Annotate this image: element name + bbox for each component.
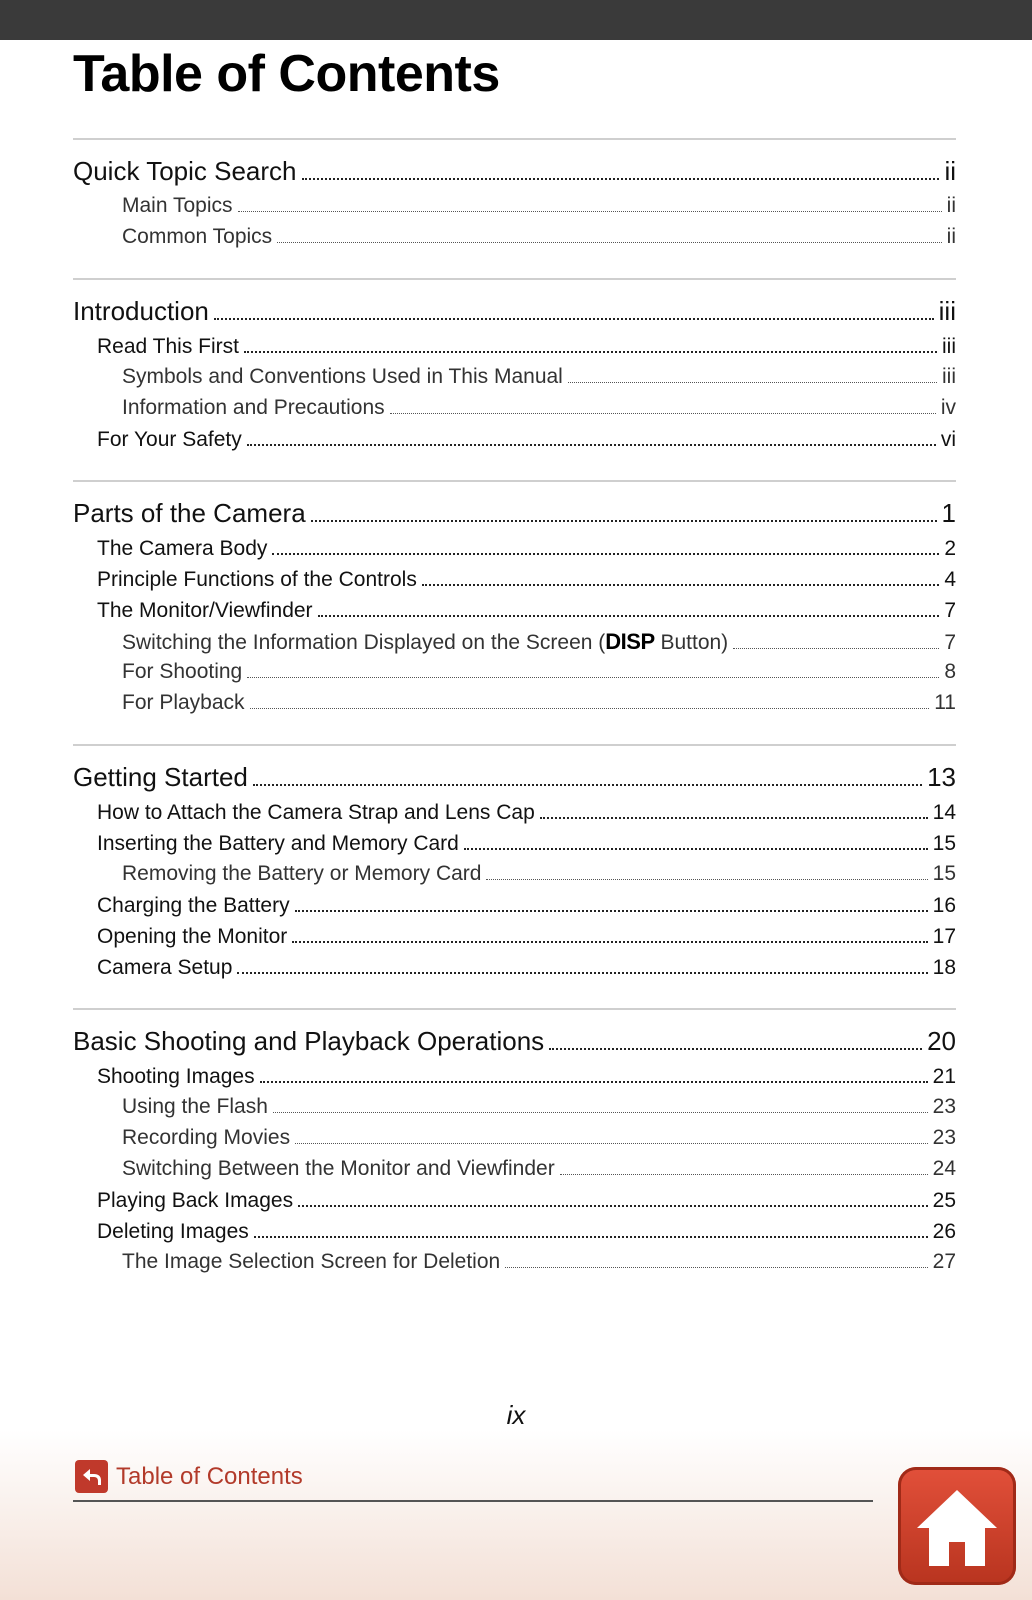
- dot-leader: [295, 1126, 928, 1144]
- toc-entry-text: Removing the Battery or Memory Card: [122, 862, 482, 885]
- toc-entry-text: The Monitor/Viewfinder: [97, 598, 313, 622]
- toc-entry-title: [97, 1065, 255, 1089]
- dot-leader: [505, 1250, 927, 1268]
- toc-section-entry[interactable]: [73, 1064, 956, 1095]
- toc-entry-page: 18: [932, 955, 956, 979]
- toc-chapter-entry[interactable]: [73, 148, 956, 194]
- dot-leader: [277, 225, 941, 243]
- home-button[interactable]: [898, 1467, 1016, 1585]
- toc-section: [73, 744, 956, 1000]
- toc-section-entry[interactable]: [73, 334, 956, 365]
- toc-section-entry[interactable]: [73, 536, 956, 567]
- toc-entry-title: [97, 537, 267, 561]
- toc-entry-page: 11: [934, 691, 956, 714]
- toc-entry-page: 14: [932, 800, 956, 824]
- dot-leader: [260, 1064, 928, 1083]
- dot-leader: [237, 955, 927, 974]
- toc-entry-text: Symbols and Conventions Used in This Manual: [122, 365, 563, 388]
- toc-entry-title: [97, 599, 313, 623]
- dot-leader: [486, 862, 927, 880]
- toc-entry-page: 8: [944, 660, 956, 683]
- toc-entry-title: [97, 428, 242, 452]
- toc-section: [73, 480, 956, 736]
- toc-entry-text: Recording Movies: [122, 1126, 291, 1149]
- toc-entry-text: Principle Functions of the Controls: [97, 567, 417, 591]
- toc-entry-page: 15: [932, 862, 956, 885]
- toc-entry-page: iv: [940, 396, 956, 419]
- toc-entry-page: 24: [932, 1157, 956, 1180]
- toc-section: [73, 278, 956, 472]
- toc-entry-page: iii: [942, 334, 956, 358]
- dot-leader: [244, 334, 937, 353]
- toc-entry-text: Inserting the Battery and Memory Card: [97, 831, 459, 855]
- toc-entry-title: [97, 568, 417, 592]
- toc-entry-page: 21: [932, 1064, 956, 1088]
- toc-section-entry[interactable]: [73, 1188, 956, 1219]
- toc-entry-title: [122, 396, 385, 420]
- toc-entry-page: 25: [932, 1188, 956, 1212]
- toc-entry-text: For Your Safety: [97, 427, 242, 451]
- toc-subsection-entry[interactable]: [73, 691, 956, 722]
- toc-section: [73, 1008, 956, 1295]
- back-to-toc-label: Table of Contents: [116, 1462, 303, 1490]
- toc-chapter-entry[interactable]: [73, 288, 956, 334]
- toc-entry-text-after: Button): [654, 631, 729, 654]
- dot-leader: [422, 567, 939, 586]
- toc-subsection-entry[interactable]: [73, 1126, 956, 1157]
- toc-entry-page: 27: [932, 1250, 956, 1273]
- toc-entry-title: [122, 629, 728, 655]
- toc-entry-title: [122, 1157, 555, 1181]
- toc-subsection-entry[interactable]: [73, 862, 956, 893]
- toc-subsection-entry[interactable]: [73, 1157, 956, 1188]
- toc-entry-text: The Camera Body: [97, 536, 268, 560]
- toc-entry-title: [97, 1220, 249, 1244]
- toc-entry-title: [97, 956, 232, 980]
- toc-entry-text: Deleting Images: [97, 1219, 249, 1243]
- toc-entry-text: Information and Precautions: [122, 396, 385, 419]
- home-icon: [911, 1480, 1003, 1572]
- toc-section-entry[interactable]: [73, 893, 956, 924]
- toc-chapter-entry[interactable]: [73, 754, 956, 800]
- toc-entry-text: Parts of the Camera: [73, 498, 306, 528]
- toc-entry-page: 4: [944, 567, 956, 591]
- toc-subsection-entry[interactable]: [73, 1095, 956, 1126]
- toc-entry-text: Charging the Battery: [97, 893, 290, 917]
- toc-entry-page: 17: [932, 924, 956, 948]
- toc-entry-page: 23: [932, 1126, 956, 1149]
- toc-entry-title: [73, 498, 306, 529]
- toc-subsection-entry[interactable]: [73, 194, 956, 225]
- toc-entry-title: [122, 225, 272, 249]
- toc-entry-text: Using the Flash: [122, 1095, 268, 1118]
- back-to-toc-link[interactable]: [75, 1460, 303, 1493]
- toc-section-entry[interactable]: [73, 924, 956, 955]
- toc-chapter-entry[interactable]: [73, 490, 956, 536]
- page-title: Table of Contents: [73, 45, 500, 103]
- toc-entry-title: [122, 660, 242, 684]
- dot-leader: [295, 893, 928, 912]
- toc-subsection-entry[interactable]: [73, 660, 956, 691]
- dot-leader: [273, 1095, 928, 1113]
- dot-leader: [272, 536, 939, 555]
- dot-leader: [298, 1188, 928, 1207]
- toc-entry-text: Basic Shooting and Playback Operations: [73, 1026, 545, 1056]
- dot-leader: [254, 1219, 928, 1238]
- toc-entry-title: [122, 1095, 268, 1119]
- dot-leader: [549, 1027, 922, 1050]
- toc-entry-page: 20: [927, 1026, 956, 1056]
- top-bar: [0, 0, 1032, 40]
- toc-entry-text: The Image Selection Screen for Deletion: [122, 1250, 501, 1273]
- return-arrow-icon: [75, 1460, 108, 1493]
- toc-entry-text: Switching the Information Displayed on the Screen (: [122, 631, 606, 654]
- toc-section-entry[interactable]: [73, 427, 956, 458]
- table-of-contents: [73, 138, 956, 1295]
- toc-entry-text: Shooting Images: [97, 1064, 255, 1088]
- toc-entry-page: 13: [927, 762, 956, 792]
- dot-leader: [390, 396, 936, 414]
- toc-entry-title: [97, 1189, 293, 1213]
- toc-entry-page: ii: [946, 225, 956, 248]
- toc-entry-page: 1: [941, 498, 956, 528]
- toc-entry-text: How to Attach the Camera Strap and Lens Cap: [97, 800, 535, 824]
- toc-entry-page: 7: [944, 598, 956, 622]
- toc-entry-page: ii: [944, 156, 956, 186]
- toc-section-entry[interactable]: [73, 831, 956, 862]
- toc-entry-text: Playing Back Images: [97, 1188, 294, 1212]
- toc-subsection-entry[interactable]: [73, 225, 956, 256]
- toc-chapter-entry[interactable]: [73, 1018, 956, 1064]
- dot-leader: [733, 631, 939, 649]
- toc-entry-title: [97, 894, 290, 918]
- toc-entry-text: Read This First: [97, 334, 239, 358]
- toc-entry-text: Main Topics: [122, 194, 233, 217]
- toc-entry-text: For Shooting: [122, 660, 243, 683]
- toc-entry-title: [122, 862, 481, 886]
- toc-entry-title: [97, 801, 535, 825]
- toc-entry-title: [97, 925, 287, 949]
- dot-leader: [253, 763, 922, 786]
- toc-section-entry[interactable]: [73, 598, 956, 629]
- toc-entry-title: [73, 296, 209, 327]
- toc-entry-page: vi: [940, 427, 956, 451]
- toc-entry-page: iii: [938, 296, 956, 326]
- dot-leader: [214, 297, 934, 320]
- toc-entry-page: 16: [932, 893, 956, 917]
- toc-entry-text: Quick Topic Search: [73, 156, 297, 186]
- toc-entry-page: 23: [932, 1095, 956, 1118]
- toc-subsection-entry[interactable]: [73, 1250, 956, 1281]
- toc-entry-title: [73, 156, 297, 187]
- toc-entry-title: [73, 1026, 544, 1057]
- dot-leader: [464, 831, 928, 850]
- toc-entry-title: [97, 335, 239, 359]
- dot-leader: [250, 691, 930, 709]
- toc-entry-page: ii: [946, 194, 956, 217]
- toc-subsection-entry[interactable]: [73, 396, 956, 427]
- page-number: ix: [506, 1400, 526, 1430]
- toc-section-entry[interactable]: [73, 955, 956, 986]
- toc-entry-text: Switching Between the Monitor and Viewfinder: [122, 1157, 555, 1180]
- toc-entry-text: For Playback: [122, 691, 245, 714]
- toc-entry-page: 26: [932, 1219, 956, 1243]
- footer-divider: [73, 1500, 873, 1502]
- toc-section-entry[interactable]: [73, 800, 956, 831]
- toc-entry-text: Introduction: [73, 296, 209, 326]
- toc-section-entry[interactable]: [73, 1219, 956, 1250]
- toc-entry-title: [122, 1250, 500, 1274]
- dot-leader: [568, 365, 937, 383]
- toc-entry-title: [122, 691, 245, 715]
- toc-entry-page: 7: [944, 631, 956, 654]
- dot-leader: [540, 800, 928, 819]
- dot-leader: [292, 924, 927, 943]
- toc-section-entry[interactable]: [73, 567, 956, 598]
- dot-leader: [318, 598, 940, 617]
- toc-entry-title: [122, 1126, 290, 1150]
- toc-entry-text: Opening the Monitor: [97, 924, 288, 948]
- toc-entry-title: [122, 365, 563, 389]
- toc-entry-page: 15: [932, 831, 956, 855]
- toc-entry-text: Common Topics: [122, 225, 273, 248]
- toc-subsection-entry[interactable]: [73, 365, 956, 396]
- dot-leader: [302, 157, 940, 180]
- dot-leader: [238, 194, 942, 212]
- disp-button-icon: DISP: [605, 629, 655, 654]
- dot-leader: [247, 427, 936, 446]
- dot-leader: [247, 660, 939, 678]
- toc-entry-text: Camera Setup: [97, 955, 233, 979]
- toc-entry-page: iii: [942, 365, 956, 388]
- toc-entry-title: [122, 194, 233, 218]
- toc-subsection-entry[interactable]: [73, 629, 956, 660]
- footer-background: [0, 1430, 1032, 1600]
- toc-entry-title: [97, 832, 459, 856]
- toc-entry-title: [73, 762, 248, 793]
- dot-leader: [311, 499, 937, 522]
- toc-section: [73, 138, 956, 270]
- toc-entry-page: 2: [944, 536, 956, 560]
- toc-entry-text: Getting Started: [73, 762, 248, 792]
- dot-leader: [560, 1157, 928, 1175]
